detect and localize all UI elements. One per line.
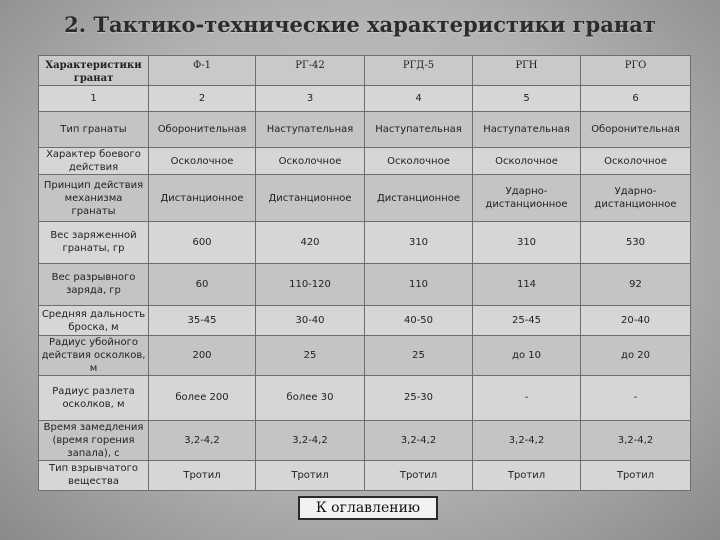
table-cell: Осколочное [473, 148, 581, 175]
table-cell: 110 [365, 263, 473, 305]
table-cell: 310 [473, 221, 581, 263]
table-cell: Дистанционное [256, 175, 365, 221]
row-label: Тип гранаты [39, 112, 149, 148]
table-row [39, 221, 691, 263]
table-cell: - [581, 376, 691, 420]
table-cell: 600 [149, 221, 256, 263]
table-cell: 3,2-4,2 [256, 420, 365, 460]
table-cell: 25 [365, 336, 473, 376]
table-row [39, 148, 691, 175]
table-cell: Осколочное [149, 148, 256, 175]
table-cell: 420 [256, 221, 365, 263]
table-row [39, 263, 691, 305]
row-label: Радиус разлета осколков, м [39, 376, 149, 420]
table-cell: Тротил [581, 460, 691, 490]
table-cell: Осколочное [581, 148, 691, 175]
table-cell: 3,2-4,2 [365, 420, 473, 460]
table-cell: Осколочное [365, 148, 473, 175]
table-cell: Наступательная [365, 112, 473, 148]
table-cell: Наступательная [256, 112, 365, 148]
table-cell: 3,2-4,2 [581, 420, 691, 460]
table-cell: 60 [149, 263, 256, 305]
grenade-spec-table [38, 55, 691, 491]
table-cell: Оборонительная [581, 112, 691, 148]
table-cell: Ударно-дистанционное [581, 175, 691, 221]
table-cell: Тротил [256, 460, 365, 490]
table-cell: 3,2-4,2 [149, 420, 256, 460]
table-cell: 310 [365, 221, 473, 263]
table-cell: 5 [473, 86, 581, 112]
table-cell: более 200 [149, 376, 256, 420]
column-header: Ф-1 [149, 56, 256, 86]
table-cell: 3 [256, 86, 365, 112]
table-cell: - [473, 376, 581, 420]
table-cell: 25 [256, 336, 365, 376]
table-cell: Тротил [149, 460, 256, 490]
slide-title: 2. Тактико-технические характеристики гранат [64, 12, 656, 37]
row-label: Принцип действия механизма гранаты [39, 175, 149, 221]
corner-header: Характеристики гранат [39, 56, 149, 86]
row-label: Вес разрывного заряда, гр [39, 263, 149, 305]
table-cell: 6 [581, 86, 691, 112]
table-cell: 92 [581, 263, 691, 305]
row-label: Время замедления (время горения запала), с [39, 420, 149, 460]
row-label: Радиус убойного действия осколков, м [39, 336, 149, 376]
table-cell: 30-40 [256, 306, 365, 336]
column-header: РГО [581, 56, 691, 86]
table-cell: 35-45 [149, 306, 256, 336]
table-cell: 530 [581, 221, 691, 263]
column-header: РГ-42 [256, 56, 365, 86]
table-cell: 200 [149, 336, 256, 376]
column-header: РГД-5 [365, 56, 473, 86]
column-header: РГН [473, 56, 581, 86]
table-cell: Оборонительная [149, 112, 256, 148]
table-cell: 20-40 [581, 306, 691, 336]
table-row [39, 175, 691, 221]
row-label: Средняя дальность броска, м [39, 306, 149, 336]
table-cell: 114 [473, 263, 581, 305]
table-cell: до 20 [581, 336, 691, 376]
table-row [39, 306, 691, 336]
table-cell: Дистанционное [365, 175, 473, 221]
row-label: Характер боевого действия [39, 148, 149, 175]
toc-button[interactable]: К оглавлению [298, 496, 438, 520]
table-cell: Тротил [473, 460, 581, 490]
table-cell: Дистанционное [149, 175, 256, 221]
row-label: Вес заряженной гранаты, гр [39, 221, 149, 263]
table-cell: Осколочное [256, 148, 365, 175]
table-cell: Ударно-дистанционное [473, 175, 581, 221]
table-cell: до 10 [473, 336, 581, 376]
table-cell: 3,2-4,2 [473, 420, 581, 460]
table-cell: 40-50 [365, 306, 473, 336]
table-cell: Наступательная [473, 112, 581, 148]
table-cell: 110-120 [256, 263, 365, 305]
table-cell: 2 [149, 86, 256, 112]
row-label: 1 [39, 86, 149, 112]
table-row [39, 336, 691, 376]
table-cell: 4 [365, 86, 473, 112]
table-row [39, 112, 691, 148]
table-cell: более 30 [256, 376, 365, 420]
table-cell: 25-45 [473, 306, 581, 336]
table-row [39, 86, 691, 112]
table-row [39, 460, 691, 490]
table-cell: 25-30 [365, 376, 473, 420]
table-row [39, 420, 691, 460]
table-cell: Тротил [365, 460, 473, 490]
row-label: Тип взрывчатого вещества [39, 460, 149, 490]
table-row [39, 376, 691, 420]
